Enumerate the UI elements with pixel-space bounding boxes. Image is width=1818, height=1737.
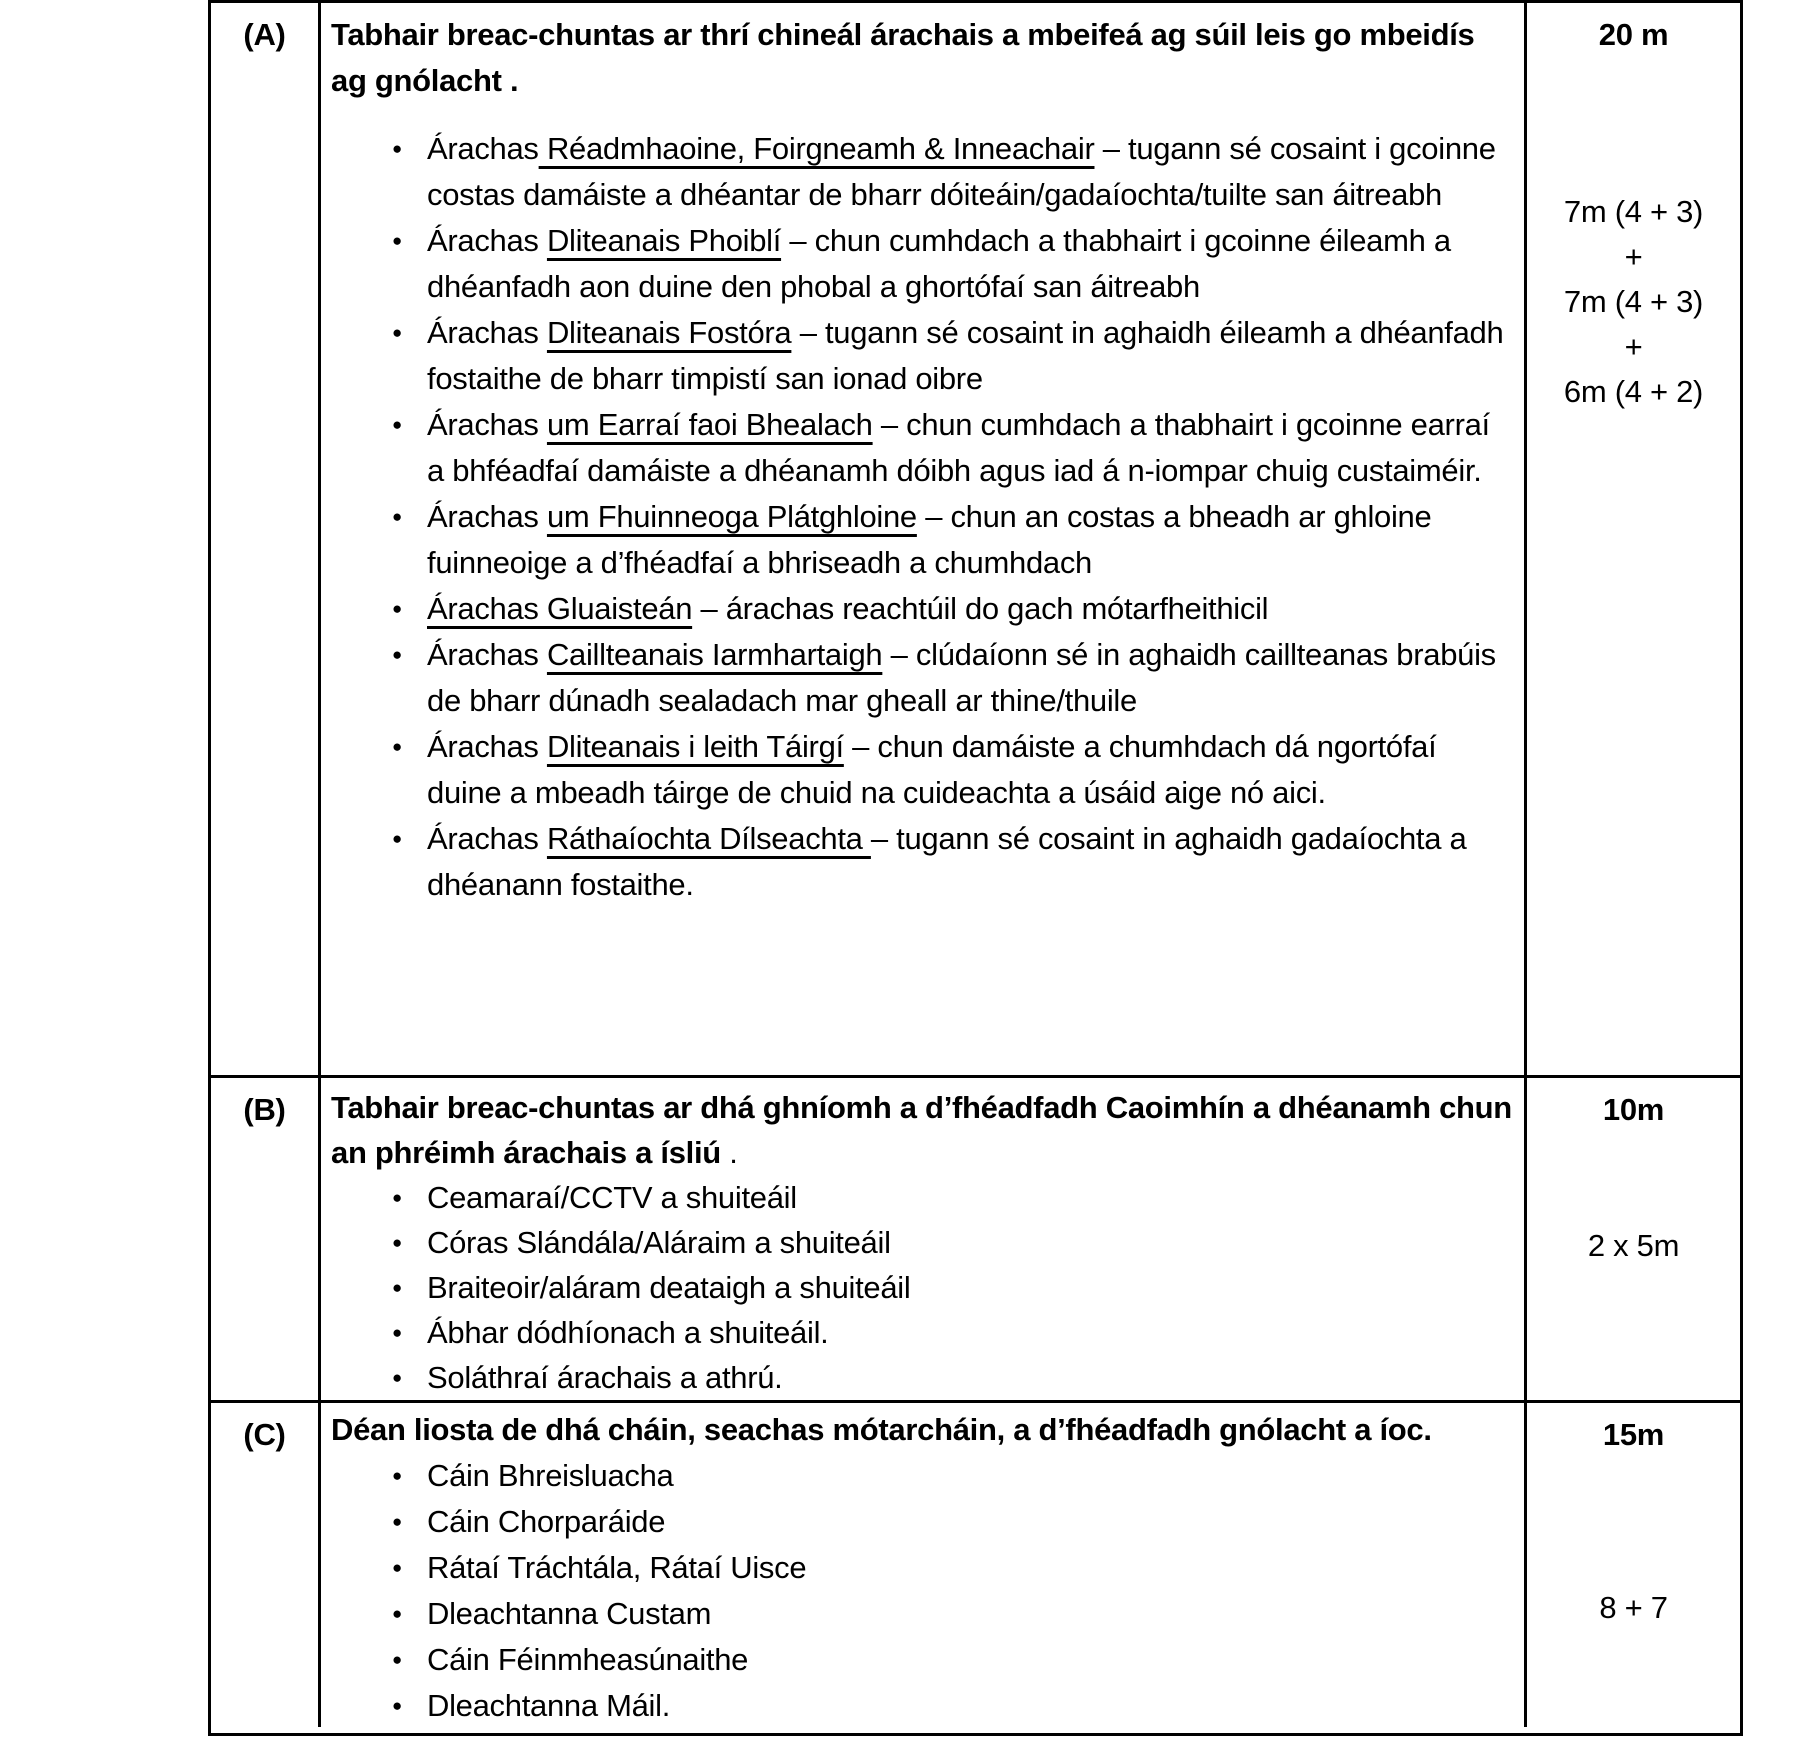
bullet-item xyxy=(331,1355,1512,1400)
bullet-text: Braiteoir/aláram deataigh a shuiteáil xyxy=(427,1270,911,1305)
question-title xyxy=(331,1085,1512,1175)
bullet-item xyxy=(331,218,1512,310)
bullet-text: – chun cumhdach a thabhairt i gcoinne éileamh a dhéanfadh aon duine den phobal a ghortófaí san áitreabh xyxy=(427,223,1451,304)
marks-breakdown xyxy=(1527,1585,1740,1631)
mark-line: + xyxy=(1624,239,1643,274)
section-label xyxy=(211,1078,321,1400)
bullet-item xyxy=(331,494,1512,586)
bullet-text: – chun cumhdach a thabhairt i gcoinne earraí a bhféadfaí damáiste a dhéanamh dóibh agus iad á n-iompar chuig custaiméir. xyxy=(427,407,1490,488)
question-title-text: Tabhair breac-chuntas ar thrí chineál árachais a mbeifeá ag súil leis go mbeidís ag gnólacht . xyxy=(331,17,1475,98)
bullet-text: Cáin Bhreisluacha xyxy=(427,1458,674,1493)
marks-cell xyxy=(1527,1078,1740,1400)
bullet-term-underlined: Dliteanais i leith Táirgí xyxy=(546,729,844,764)
bullet-item xyxy=(331,1310,1512,1355)
bullet-text: Árachas xyxy=(427,407,547,442)
bullet-text: Árachas xyxy=(427,637,547,672)
bullet-text: Ábhar dódhíonach a shuiteáil. xyxy=(427,1315,829,1350)
question-title-text: Déan liosta de dhá cháin, seachas mótarcháin, a d’fhéadfadh gnólacht a íoc. xyxy=(331,1412,1432,1447)
section-label-text: (B) xyxy=(243,1092,286,1127)
bullet-list xyxy=(331,1453,1512,1727)
mark-line: + xyxy=(1624,329,1643,364)
bullet-item xyxy=(331,586,1512,632)
bullet-item xyxy=(331,1220,1512,1265)
bullet-item xyxy=(331,1453,1512,1499)
bullet-text: Cáin Chorparáide xyxy=(427,1504,666,1539)
section-row-c xyxy=(211,1400,1740,1727)
question-title xyxy=(331,12,1512,104)
section-row-b xyxy=(211,1075,1740,1400)
section-row-a xyxy=(211,3,1740,1075)
bullet-text: Dleachtanna Custam xyxy=(427,1596,712,1631)
marks-breakdown xyxy=(1527,189,1740,414)
bullet-term-underlined: Caillteanais Iarmhartaigh xyxy=(546,637,883,672)
mark-line: 8 + 7 xyxy=(1599,1590,1668,1625)
bullet-text: – tugann sé cosaint in aghaidh gadaíochta a dhéanann fostaithe. xyxy=(427,821,1467,902)
question-title-suffix: . xyxy=(720,1135,738,1170)
bullet-item xyxy=(331,1499,1512,1545)
bullet-item xyxy=(331,1591,1512,1637)
bullet-item xyxy=(331,402,1512,494)
mark-line: 6m (4 + 2) xyxy=(1563,374,1704,409)
bullet-item xyxy=(331,1175,1512,1220)
bullet-list xyxy=(331,126,1512,908)
bullet-item xyxy=(331,1637,1512,1683)
bullet-text: Árachas xyxy=(427,315,547,350)
marks-total: 20 m xyxy=(1598,17,1669,52)
bullet-text: Árachas xyxy=(427,499,547,534)
bullet-item xyxy=(331,1265,1512,1310)
mark-line: 2 x 5m xyxy=(1587,1228,1680,1263)
bullet-text: Árachas xyxy=(427,223,547,258)
bullet-item xyxy=(331,310,1512,402)
bullet-term-underlined: Dliteanais Fostóra xyxy=(546,315,792,350)
marks-breakdown xyxy=(1527,1223,1740,1269)
bullet-text: – árachas reachtúil do gach mótarfheithicil xyxy=(692,591,1269,626)
bullet-text: Cáin Féinmheasúnaithe xyxy=(427,1642,749,1677)
mark-line: 7m (4 + 3) xyxy=(1563,194,1704,229)
question-cell xyxy=(321,1403,1527,1727)
section-label-text: (A) xyxy=(243,17,286,52)
marks-cell xyxy=(1527,3,1740,1075)
bullet-item xyxy=(331,126,1512,218)
bullet-item xyxy=(331,632,1512,724)
bullet-term-underlined: Dliteanais Phoiblí xyxy=(546,223,782,258)
title-bullets-gap xyxy=(331,104,1512,126)
marks-total: 10m xyxy=(1602,1092,1665,1127)
bullet-text: Córas Slándála/Aláraim a shuiteáil xyxy=(427,1225,891,1260)
bullet-text: Ceamaraí/CCTV a shuiteáil xyxy=(427,1180,797,1215)
bullet-term-underlined: um Earraí faoi Bhealach xyxy=(546,407,873,442)
question-title-text: Tabhair breac-chuntas ar dhá ghníomh a d’fhéadfadh Caoimhín a dhéanamh chun an phréimh árachais a ísliú xyxy=(331,1090,1512,1170)
bullet-term-underlined: Árachas Gluaisteán xyxy=(427,591,693,626)
bullet-text: – chun an costas a bheadh ar ghloine fuinneoige a d’fhéadfaí a bhriseadh a chumhdach xyxy=(427,499,1432,580)
question-title xyxy=(331,1407,1512,1453)
bullet-text: Dleachtanna Máil. xyxy=(427,1688,671,1723)
bullet-text: – tugann sé cosaint in aghaidh éileamh a dhéanfadh fostaithe de bharr timpistí san ionad oibre xyxy=(427,315,1504,396)
mark-line: 7m (4 + 3) xyxy=(1563,284,1704,319)
bullet-term-underlined: Ráthaíochta Dílseachta xyxy=(546,821,871,856)
bullet-item xyxy=(331,1683,1512,1727)
bullet-text: Soláthraí árachais a athrú. xyxy=(427,1360,783,1395)
bullet-text: Árachas xyxy=(427,729,547,764)
section-label-text: (C) xyxy=(243,1417,286,1452)
marks-total: 15m xyxy=(1602,1417,1665,1452)
bullet-item xyxy=(331,724,1512,816)
bullet-text: – clúdaíonn sé in aghaidh caillteanas brabúis de bharr dúnadh sealadach mar gheall ar thine/thuile xyxy=(427,637,1496,718)
bullet-list xyxy=(331,1175,1512,1400)
bullet-item xyxy=(331,1545,1512,1591)
bullet-text: Árachas xyxy=(427,131,539,166)
bullet-item xyxy=(331,816,1512,908)
marking-scheme-table xyxy=(208,0,1743,1736)
marks-cell xyxy=(1527,1403,1740,1727)
bullet-text: – chun damáiste a chumhdach dá ngortófaí duine a mbeadh táirge de chuid na cuideachta a úsáid aige nó aici. xyxy=(427,729,1437,810)
section-label xyxy=(211,1403,321,1727)
question-cell xyxy=(321,1078,1527,1400)
question-cell xyxy=(321,3,1527,1075)
bullet-text: Árachas xyxy=(427,821,547,856)
bullet-text: Rátaí Tráchtála, Rátaí Uisce xyxy=(427,1550,807,1585)
bullet-term-underlined: Réadmhaoine, Foirgneamh & Inneachair xyxy=(538,131,1095,166)
bullet-term-underlined: um Fhuinneoga Plátghloine xyxy=(546,499,917,534)
section-label xyxy=(211,3,321,1075)
bullet-text: – tugann sé cosaint i gcoinne costas damáiste a dhéantar de bharr dóiteáin/gadaíochta/tuilte san áitreabh xyxy=(427,131,1496,212)
